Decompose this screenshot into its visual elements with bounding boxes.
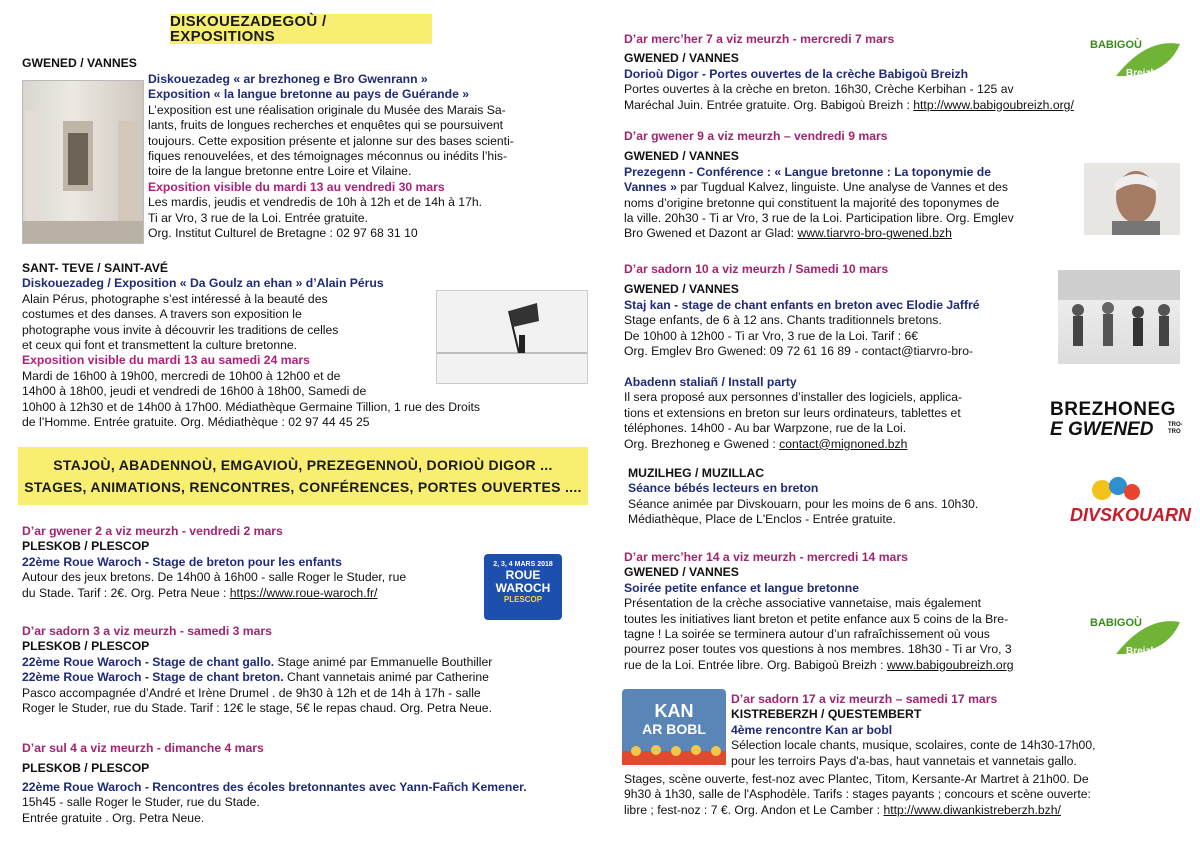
logo-text: KAN bbox=[654, 701, 694, 721]
place-label: GWENED / VANNES bbox=[624, 149, 739, 164]
paragraph-line: toutes les initiatives liant breton et petite enfance aux 5 coins de la Bre- bbox=[624, 611, 1009, 626]
place-label: GWENED / VANNES bbox=[624, 565, 739, 580]
gallery-image-icon bbox=[23, 81, 143, 243]
paragraph-text: rue de la Loi. Entrée libre. Org. Babigoù Breizh : bbox=[624, 657, 887, 672]
logo-text: DIVSKOUARN bbox=[1070, 505, 1192, 525]
paragraph-line: Séance animée par Divskouarn, pour les moins de 6 ans. 10h30. bbox=[628, 496, 979, 511]
logo-text: Breizh bbox=[1126, 646, 1157, 657]
logo-text: BABIGOÙ bbox=[1090, 617, 1142, 629]
event-place bbox=[22, 56, 137, 71]
place-label: PLESKOB / PLESCOP bbox=[22, 639, 150, 654]
paragraph-text: Chant vannetais animé par Catherine bbox=[283, 670, 489, 685]
event-title: Séance bébés lecteurs en breton bbox=[628, 481, 819, 496]
paragraph-line: Sélection locale chants, musique, scolaires, conte de 14h30-17h00, bbox=[731, 738, 1096, 753]
paragraph-line: tagne ! La soirée se terminera autour d’un rafraîchissement où vous bbox=[624, 627, 990, 642]
babigou-link[interactable]: www.babigoubreizh.org bbox=[886, 657, 1014, 672]
event-line bbox=[22, 655, 592, 670]
paragraph-line: toire de la langue bretonne entre Loire et Vilaine. bbox=[148, 164, 412, 179]
banner-line-breton: STAJOÙ, ABADENNOÙ, EMGAVIOÙ, PREZEGENNOÙ, DORIOÙ DIGOR ... bbox=[53, 457, 553, 473]
event-block bbox=[624, 375, 1044, 452]
place-label: GWENED / VANNES bbox=[624, 51, 739, 66]
logo-text: Breizh bbox=[1126, 68, 1157, 79]
babigou-link[interactable]: http://www.babigoubreizh.org/ bbox=[913, 97, 1074, 112]
paragraph-line: Pasco accompagnée d’André et Irène Drumel . de 9h30 à 12h et de 14h à 17h - salle bbox=[22, 685, 481, 700]
paragraph-line: 15h45 - salle Roger le Studer, rue du Stade. bbox=[22, 795, 260, 810]
event-dates: Exposition visible du mardi 13 au samedi 24 mars bbox=[22, 353, 310, 368]
place-label: SANT- TEVE / SAINT-AVÉ bbox=[22, 261, 169, 275]
paragraph-text: Bro Gwened et Dazont ar Glad: bbox=[624, 226, 798, 241]
mignoned-email-link[interactable]: contact@mignoned.bzh bbox=[779, 436, 908, 451]
event-block bbox=[731, 692, 1171, 769]
paragraph-line: Org. Emglev Bro Gwened: 09 72 61 16 89 - contact@tiarvro-bro- bbox=[624, 344, 974, 359]
children-singing-image-icon bbox=[1058, 270, 1180, 364]
paragraph-line: L’exposition est une réalisation originale du Musée des Marais Sa- bbox=[148, 102, 506, 117]
paragraph-line: pourrez poser toutes vos questions à nos membres. 18h30 - Ti ar Vro, 3 bbox=[624, 642, 1012, 657]
speaker-portrait bbox=[1084, 163, 1180, 235]
paragraph-line: Stage enfants, de 6 à 12 ans. Chants traditionnels bretons. bbox=[624, 313, 942, 328]
paragraph-line: noms d’origine bretonne qui constituent la majorité des toponymes de bbox=[624, 195, 1000, 210]
event-title: 22ème Roue Waroch - Stage de chant gallo. bbox=[22, 654, 275, 669]
logo-date: 2, 3, 4 MARS 2018 bbox=[493, 561, 553, 568]
paragraph-line: 9h30 à 1h30, salle de l'Asphodèle. Tarifs : stages payants ; concours et scène ouverte: bbox=[624, 787, 1091, 802]
paragraph-text: Stage animé par Emmanuelle Bouthiller bbox=[274, 654, 493, 669]
event-text bbox=[148, 72, 588, 241]
paragraph-line: Alain Pérus, photographe s’est intéressé à la beauté des bbox=[22, 291, 328, 306]
paragraph-line: costumes et des danses. A travers son exposition le bbox=[22, 307, 302, 322]
paragraph-text: par Tugdual Kalvez, linguiste. Une analyse de Vannes et des bbox=[676, 180, 1008, 195]
kan-ar-bobl-logo bbox=[622, 689, 726, 765]
logo-text: ROUE bbox=[505, 568, 541, 582]
event-subtitle: Exposition « la langue bretonne au pays de Guérande » bbox=[148, 87, 470, 102]
place-label: MUZILHEG / MUZILLAC bbox=[628, 466, 765, 480]
paragraph-text: du Stade. Tarif : 2€. Org. Petra Neue : bbox=[22, 585, 230, 600]
event-block bbox=[624, 129, 1084, 242]
paragraph-line: toujours. Cette exposition présente et jalonne sur des bases scienti- bbox=[148, 133, 514, 148]
place-label: GWENED / VANNES bbox=[22, 56, 137, 70]
paragraph-line: Mardi de 16h00 à 19h00, mercredi de 10h00 à 12h00 et de bbox=[22, 368, 341, 383]
paragraph-line bbox=[22, 586, 482, 601]
event-date: D’ar gwener 2 a viz meurzh - vendredi 2 mars bbox=[22, 524, 283, 538]
paragraph-line: Ti ar Vro, 3 rue de la Loi. Entrée gratuite. bbox=[148, 210, 368, 225]
event-title: Diskouezadeg / Exposition « Da Goulz an ehan » d’Alain Pérus bbox=[22, 276, 384, 291]
event-line bbox=[624, 180, 1084, 195]
logo-text: E GWENED bbox=[1050, 419, 1154, 440]
event-block bbox=[624, 32, 1074, 113]
roue-waroch-link[interactable]: https://www.roue-waroch.fr/ bbox=[229, 585, 378, 600]
event-date: D’ar gwener 9 a viz meurzh – vendredi 9 mars bbox=[624, 129, 888, 143]
paragraph-line: Roger le Studer, rue du Stade. Tarif : 12€ le stage, 5€ le repas chaud. Org. Petra Neue. bbox=[22, 701, 492, 716]
paragraph-line: fiques renouvelées, et des témoignages méconnus ou inédits l’his- bbox=[148, 149, 508, 164]
paragraph-text: Org. Brezhoneg e Gwened : bbox=[624, 436, 780, 451]
paragraph-line: Portes ouvertes à la crèche en breton. 16h30, Crèche Kerbihan - 125 av bbox=[624, 82, 1014, 97]
paragraph-line: de l’Homme. Entrée gratuite. Org. Médiathèque : 02 97 44 45 25 bbox=[22, 415, 370, 430]
place-label: PLESKOB / PLESCOP bbox=[22, 539, 150, 554]
paragraph-line: photographe vous invite à découvrir les traditions de celles bbox=[22, 322, 339, 337]
event-title: Dorioù Digor - Portes ouvertes de la crèche Babigoù Breizh bbox=[624, 66, 969, 81]
paragraph-line: Il sera proposé aux personnes d’installer des logiciels, applica- bbox=[624, 390, 963, 405]
event-block bbox=[22, 524, 482, 601]
event-title: 22ème Roue Waroch - Stage de chant breton. bbox=[22, 670, 284, 685]
event-line bbox=[22, 670, 592, 685]
paragraph-line: et ceux qui font et transmettent la culture bretonne. bbox=[22, 338, 298, 353]
event-title: Vannes » bbox=[624, 180, 677, 195]
event-date: D’ar sul 4 a viz meurzh - dimanche 4 mars bbox=[22, 741, 264, 755]
event-title: Abadenn staliañ / Install party bbox=[624, 375, 797, 389]
event-date: D’ar sadorn 3 a viz meurzh - samedi 3 mars bbox=[22, 624, 272, 638]
logo-text: BABIGOÙ bbox=[1090, 39, 1142, 51]
event-title: 22ème Roue Waroch - Stage de breton pour les enfants bbox=[22, 554, 342, 569]
paragraph-line: Présentation de la crèche associative vannetaise, mais également bbox=[624, 596, 982, 611]
babigou-logo bbox=[1086, 32, 1182, 88]
section-banner-stages bbox=[18, 447, 588, 505]
event-date: D’ar sadorn 17 a viz meurzh – samedi 17 mars bbox=[731, 692, 998, 706]
paragraph-line bbox=[624, 226, 1084, 241]
paragraph-text: libre ; fest-noz : 7 €. Org. Andon et Le Camber : bbox=[624, 802, 884, 817]
balloon-icon bbox=[1066, 470, 1178, 510]
logo-text: WAROCH bbox=[495, 581, 551, 595]
logo-text: PLESCOP bbox=[503, 595, 543, 604]
event-block bbox=[624, 262, 1054, 359]
event-block bbox=[624, 550, 1084, 673]
paragraph-line: téléphones. 14h00 - Au bar Warpzone, rue de la Loi. bbox=[624, 421, 907, 436]
event-text bbox=[624, 772, 1180, 818]
logo-text: TRO-TRO bbox=[1168, 422, 1183, 435]
event-block bbox=[22, 741, 592, 826]
event-date: D’ar merc’her 14 a viz meurzh - mercredi 14 mars bbox=[624, 550, 908, 564]
event-block bbox=[628, 466, 1068, 528]
event-date: D’ar merc’her 7 a viz meurzh - mercredi 7 mars bbox=[624, 32, 895, 46]
place-label: PLESKOB / PLESCOP bbox=[22, 761, 150, 776]
logo-text: AR BOBL bbox=[642, 721, 706, 737]
paragraph-line: 14h00 à 18h00, jeudi et vendredi de 16h00 à 18h00, Samedi de bbox=[22, 384, 367, 399]
event-block bbox=[22, 624, 592, 716]
event-title: Diskouezadeg « ar brezhoneg e Bro Gwenrann » bbox=[148, 72, 428, 86]
paragraph-text: Maréchal Juin. Entrée gratuite. Org. Babigoù Breizh : bbox=[624, 97, 914, 112]
event-dates: Exposition visible du mardi 13 au vendredi 30 mars bbox=[148, 179, 445, 194]
paragraph-line bbox=[624, 437, 1044, 452]
exhibition-photo bbox=[22, 80, 144, 244]
banner-text: DISKOUEZADEGOÙ / EXPOSITIONS bbox=[170, 12, 327, 45]
place-label: KISTREBERZH / QUESTEMBERT bbox=[731, 707, 922, 722]
paragraph-line: Autour des jeux bretons. De 14h00 à 16h00 - salle Roger le Studer, rue bbox=[22, 570, 407, 585]
paragraph-line bbox=[624, 658, 1084, 673]
diwan-link[interactable]: http://www.diwankistreberzh.bzh/ bbox=[883, 802, 1061, 817]
paragraph-line: la ville. 20h30 - Ti ar Vro, 3 rue de la Loi. Participation libre. Org. Emglev bbox=[624, 211, 1014, 226]
chant-class-photo bbox=[1058, 270, 1180, 364]
babigou-logo bbox=[1086, 610, 1182, 666]
paragraph-line: tions et extensions en breton sur leurs ordinateurs, tablettes et bbox=[624, 405, 961, 420]
event-title: 22ème Roue Waroch - Rencontres des écoles bretonnantes avec Yann-Fañch Kemener. bbox=[22, 779, 527, 794]
paragraph-line: Org. Institut Culturel de Bretagne : 02 97 68 31 10 bbox=[148, 226, 418, 241]
event-date: D’ar sadorn 10 a viz meurzh / Samedi 10 mars bbox=[624, 262, 889, 276]
crowd-icon bbox=[622, 741, 726, 765]
paragraph-line: 10h00 à 12h30 et de 14h00 à 17h00. Médiathèque Germaine Tillion, 1 rue des Droits bbox=[22, 399, 481, 414]
event-title: Soirée petite enfance et langue bretonne bbox=[624, 580, 860, 595]
photographer-image bbox=[436, 290, 588, 384]
event-title: Prezegenn - Conférence : « Langue bretonne : La toponymie de bbox=[624, 164, 992, 179]
paragraph-line bbox=[624, 803, 1180, 818]
section-banner-expositions bbox=[170, 14, 432, 44]
paragraph-line bbox=[624, 98, 1074, 113]
brezhoneg-e-gwened-logo bbox=[1050, 400, 1182, 442]
banner-line-french: STAGES, ANIMATIONS, RENCONTRES, CONFÉRENCES, PORTES OUVERTES .... bbox=[24, 479, 582, 495]
event-title: Staj kan - stage de chant enfants en breton avec Elodie Jaffré bbox=[624, 297, 980, 312]
roue-waroch-logo bbox=[484, 554, 562, 620]
paragraph-line: Les mardis, jeudis et vendredis de 10h à 12h et de 14h à 17h. bbox=[148, 195, 483, 210]
tiarvro-link[interactable]: www.tiarvro-bro-gwened.bzh bbox=[797, 226, 952, 241]
event-title: 4ème rencontre Kan ar bobl bbox=[731, 722, 893, 737]
paragraph-line: Médiathèque, Place de L'Enclos - Entrée gratuite. bbox=[628, 512, 896, 527]
paragraph-line: lants, fruits de longues recherches et enquêtes qui se poursuivent bbox=[148, 118, 504, 133]
paragraph-line: Entrée gratuite . Org. Petra Neue. bbox=[22, 810, 205, 825]
portrait-image-icon bbox=[1084, 163, 1180, 235]
flag-bearer-image-icon bbox=[437, 291, 587, 383]
divskouarn-logo bbox=[1066, 470, 1192, 538]
paragraph-line: De 10h00 à 12h00 - Ti ar Vro, 3 rue de la Loi. Tarif : 6€ bbox=[624, 328, 919, 343]
paragraph-line: pour les terroirs Pays d'a-bas, haut vannetais et vannetais gallo. bbox=[731, 753, 1077, 768]
logo-text: BREZHONEG bbox=[1050, 399, 1176, 420]
paragraph-line: Stages, scène ouverte, fest-noz avec Plantec, Titom, Kersante-Ar Martret à 21h00. De bbox=[624, 772, 1089, 786]
place-label: GWENED / VANNES bbox=[624, 282, 739, 297]
